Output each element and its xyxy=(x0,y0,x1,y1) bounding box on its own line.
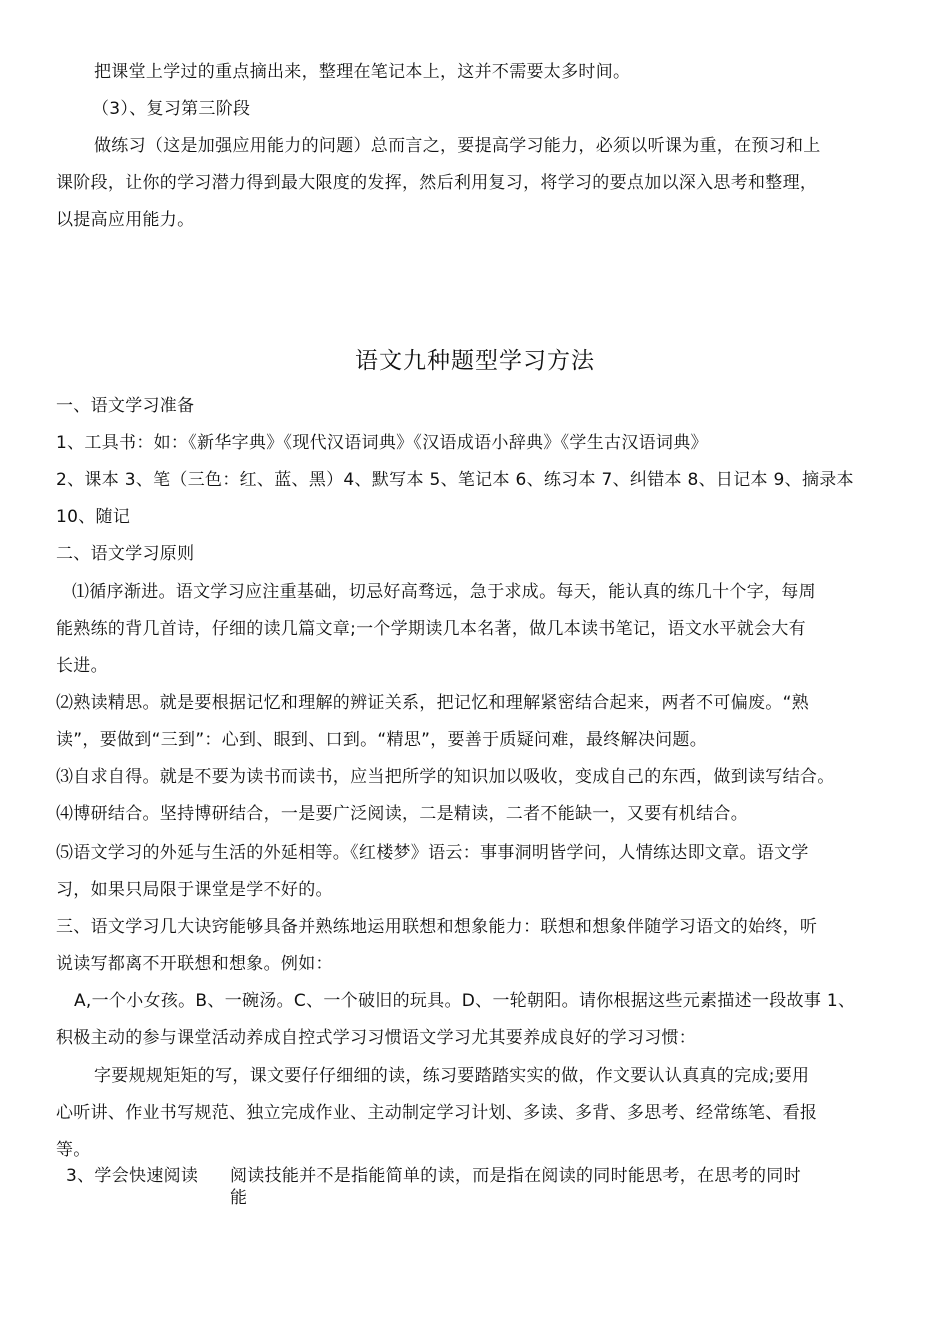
section-2-para-4: ⑷博研结合。坚持博研结合，一是要广泛阅读，二是精读，二者不能缺一，又要有机结合。 xyxy=(56,804,748,824)
section-3-line-6: 心听讲、作业书写规范、独立完成作业、主动制定学习计划、多读、多背、多思考、经常练笔、看报 xyxy=(56,1103,818,1123)
section-3-line-5: 字要规规矩矩的写，课文要仔仔细细的读，练习要踏踏实实的做，作文要认认真真的完成;要用 xyxy=(94,1066,810,1086)
section-1-heading: 一、语文学习准备 xyxy=(56,396,195,416)
section-3-line-3: A,一个小女孩。B、一碗汤。C、一个破旧的玩具。D、一轮朝阳。请你根据这些元素描述一段故事 1、 xyxy=(74,991,856,1011)
section-3-item-3-text: 阅读技能并不是指能简单的读，而是指在阅读的同时能思考，在思考的同时 xyxy=(230,1166,801,1186)
review-stage-3-heading: （3）、复习第三阶段 xyxy=(92,99,251,119)
section-2-heading: 二、语文学习原则 xyxy=(56,544,195,564)
intro-paragraph-2-line-2: 课阶段，让你的学习潜力得到最大限度的发挥，然后利用复习，将学习的要点加以深入思考和整理， xyxy=(56,173,818,193)
section-2-para-1-line-1: ⑴循序渐进。语文学习应注重基础，切忌好高骛远，急于求成。每天，能认真的练几十个字，每周 xyxy=(72,582,816,602)
section-2-para-1-line-3: 长进。 xyxy=(56,656,108,676)
section-3-line-1: 三、语文学习几大诀窍能够具备并熟练地运用联想和想象能力：联想和想象伴随学习语文的始终，听 xyxy=(56,917,818,937)
section-2-para-1-line-2: 能熟练的背几首诗，仔细的读几篇文章;一个学期读几本名著，做几本读书笔记，语文水平就会大有 xyxy=(56,619,806,639)
section-3-line-7: 等。 xyxy=(56,1140,91,1160)
section-2-para-5-line-1: ⑸语文学习的外延与生活的外延相等。《红楼梦》语云：事事洞明皆学问，人情练达即文章。语文学 xyxy=(56,843,809,863)
page-title: 语文九种题型学习方法 xyxy=(355,348,595,374)
intro-paragraph-2-line-3: 以提高应用能力。 xyxy=(56,210,195,230)
intro-paragraph-2-line-1: 做练习（这是加强应用能力的问题）总而言之，要提高学习能力，必须以听课为重，在预习和上 xyxy=(94,136,821,156)
section-3-line-2: 说读写都离不开联想和想象。例如： xyxy=(56,954,333,974)
section-2-para-5-line-2: 习，如果只局限于课堂是学不好的。 xyxy=(56,880,333,900)
section-1-line-1: 1、工具书：如：《新华字典》《现代汉语词典》《汉语成语小辞典》《学生古汉语词典》 xyxy=(56,433,708,453)
section-2-para-2-line-1: ⑵熟读精思。就是要根据记忆和理解的辨证关系，把记忆和理解紧密结合起来，两者不可偏废。“熟 xyxy=(56,693,810,713)
section-2-para-2-line-2: 读”，要做到“三到”：心到、眼到、口到。“精思”，要善于质疑问难，最终解决问题。 xyxy=(56,730,708,750)
section-1-line-3: 10、随记 xyxy=(56,507,131,527)
section-2-para-3: ⑶自求自得。就是不要为读书而读书，应当把所学的知识加以吸收，变成自己的东西，做到读写结合。 xyxy=(56,767,835,787)
section-3-line-4: 积极主动的参与课堂活动养成自控式学习习惯语文学习尤其要养成良好的学习习惯： xyxy=(56,1028,697,1048)
intro-paragraph-1: 把课堂上学过的重点摘出来，整理在笔记本上，这并不需要太多时间。 xyxy=(94,62,631,82)
section-3-item-3-label: 3、学会快速阅读 xyxy=(66,1166,199,1186)
section-1-line-2: 2、课本 3、笔（三色：红、蓝、黑）4、默写本 5、笔记本 6、练习本 7、纠错本 8、日记本 9、摘录本 xyxy=(56,470,854,490)
section-3-item-3-continuation: 能 xyxy=(230,1188,248,1208)
